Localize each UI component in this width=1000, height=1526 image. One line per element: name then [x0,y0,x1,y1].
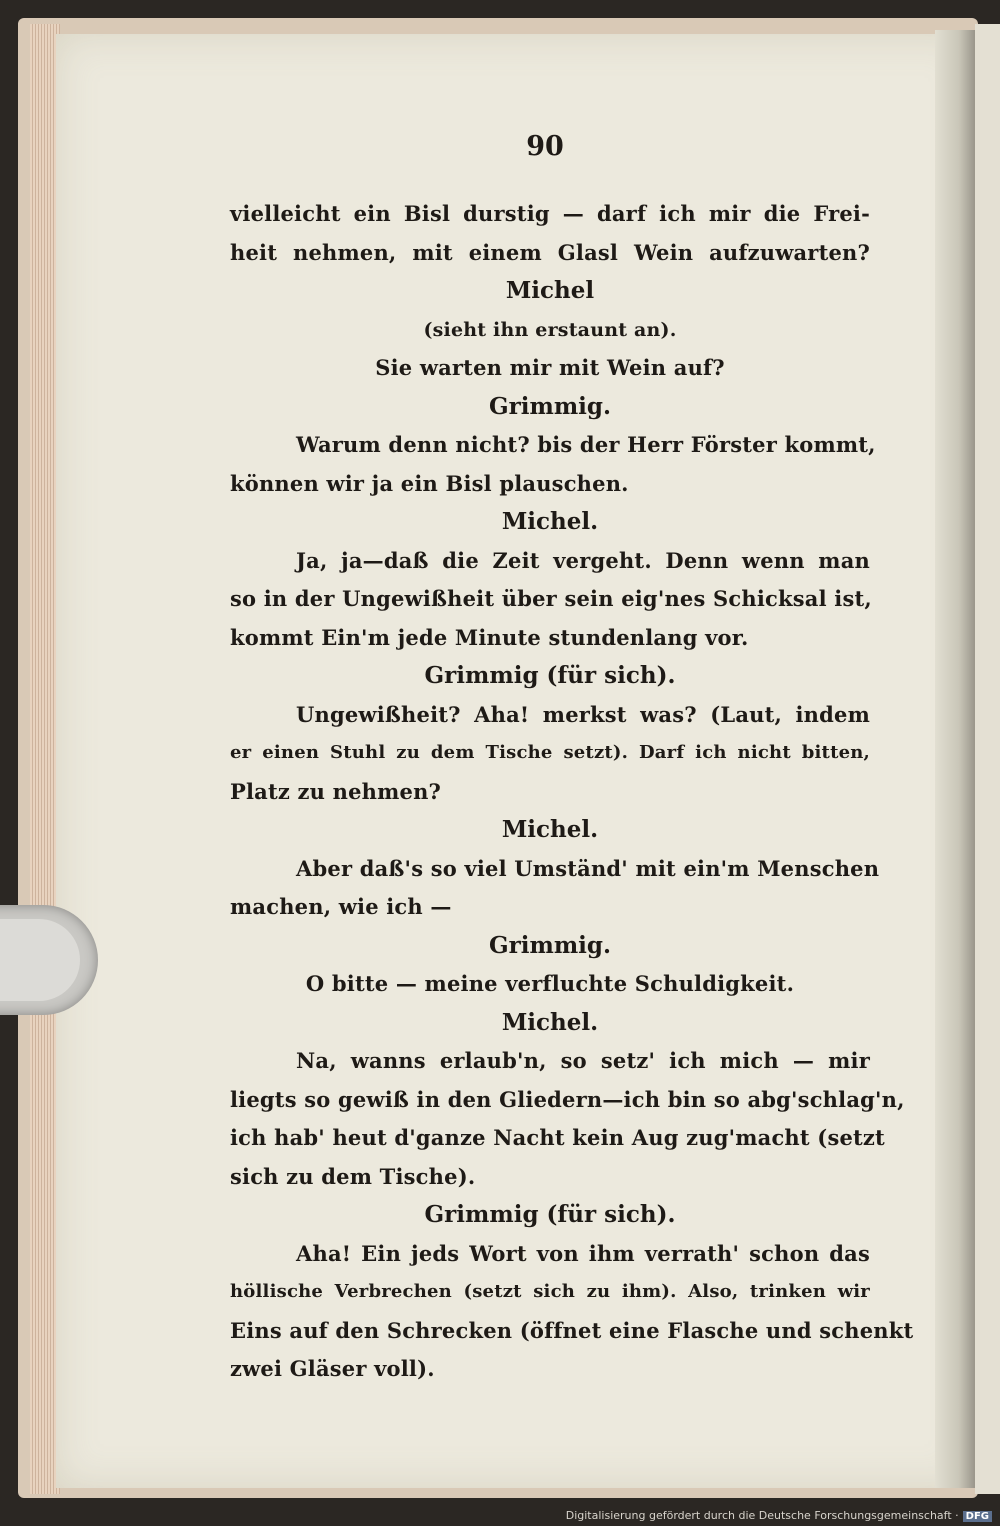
facing-page-edge [975,24,1000,1494]
dialogue-line: Ungewißheit? Aha! merkst was? (Laut, indem [296,701,870,727]
dialogue-line: machen, wie ich — [230,894,452,919]
text-line: vielleicht ein Bisl durstig — darf ich mir die Frei- [230,201,870,226]
book-gutter [935,30,975,1488]
dialogue-line: höllische Verbrechen (setzt sich zu ihm). Also, trinken wir [230,1281,870,1302]
dialogue-line: so in der Ungewißheit über sein eig'nes Schicksal ist, [230,586,872,611]
speaker-name: Michel. [501,1008,599,1036]
dialogue-line: zwei Gläser voll). [230,1356,435,1381]
page-text-block [230,125,914,1389]
dialogue-line: Na, wanns erlaub'n, so setz' ich mich — mir [296,1048,870,1073]
speaker-name: Michel. [501,508,599,535]
dialogue-line: sich zu dem Tische). [230,1163,476,1189]
dialogue-line: Sie warten mir mit Wein auf? [375,355,725,380]
dialogue-line: Aha! Ein jeds Wort von ihm verrath' schon das [296,1240,870,1266]
dialogue-line: er einen Stuhl zu dem Tische setzt). Darf ich nicht bitten, [230,742,870,763]
dialogue-line: liegts so gewiß in den Gliedern—ich bin so abg'schlag'n, [230,1086,905,1112]
dfg-logo: DFG [963,1511,992,1522]
speaker-name: Grimmig (für sich). [424,662,676,689]
credit-text: Digitalisierung gefördert durch die Deutsche Forschungsgemeinschaft · [565,1509,959,1522]
dialogue-line: ich hab' heut d'ganze Nacht kein Aug zug'macht (setzt [230,1125,885,1150]
dialogue-line: Aber daß's so viel Umständ' mit ein'm Menschen [296,855,880,881]
dialogue-line: Warum denn nicht? bis der Herr Förster kommt, [296,432,876,457]
speaker-name: Grimmig (für sich). [424,1201,676,1228]
digitization-credit [566,1509,992,1522]
speaker-name: Grimmig. [489,931,611,959]
dialogue-line: Platz zu nehmen? [230,778,442,804]
page-number: 90 [526,131,564,162]
speaker-name: Michel. [501,816,599,843]
dialogue-line: Eins auf den Schrecken (öffnet eine Flasche und schenkt [230,1317,914,1343]
dialogue-line: können wir ja ein Bisl plauschen. [230,470,629,496]
dialogue-line: O bitte — meine verfluchte Schuldigkeit. [305,971,795,996]
speaker-name: Michel [505,277,595,304]
stage-direction: (sieht ihn erstaunt an). [423,318,677,341]
text-line: heit nehmen, mit einem Glasl Wein aufzuwarten? [230,239,870,265]
dialogue-line: Ja, ja—daß die Zeit vergeht. Denn wenn man [296,547,870,573]
dialogue-line: kommt Ein'm jede Minute stundenlang vor. [230,624,749,650]
speaker-name: Grimmig. [489,392,611,420]
